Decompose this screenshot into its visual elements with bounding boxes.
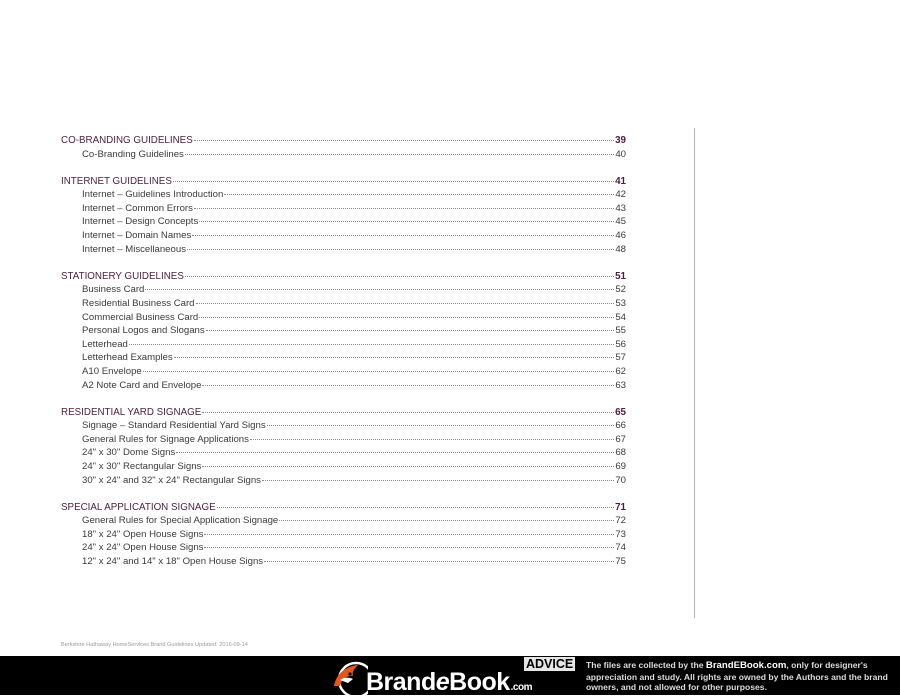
toc-section-heading[interactable] — [61, 406, 626, 420]
toc-entry-label: Commercial Business Card — [82, 311, 199, 323]
toc-entry-label: 24" x 24" Open House Signs — [82, 542, 204, 554]
toc-section-heading[interactable] — [61, 175, 626, 189]
toc-section-heading-page-number: 51 — [615, 270, 626, 282]
dot-leader — [176, 451, 614, 453]
toc-entry[interactable] — [61, 514, 626, 528]
toc-entry-page-number: 46 — [615, 230, 626, 242]
toc-section — [61, 175, 626, 257]
toc-entry-page-number: 66 — [615, 420, 626, 432]
toc-section — [61, 270, 626, 392]
toc-section — [61, 501, 626, 569]
toc-entry-page-number: 68 — [615, 447, 626, 459]
toc-entry-page-number: 40 — [615, 148, 626, 160]
toc-section-heading[interactable] — [61, 270, 626, 284]
toc-entry-label: 12" x 24" and 14" x 18" Open House Signs — [82, 556, 264, 568]
toc-entry[interactable] — [61, 351, 626, 365]
toc-entry[interactable] — [61, 365, 626, 379]
dot-leader — [202, 465, 614, 467]
toc-entry[interactable] — [61, 419, 626, 433]
toc-entry-label: General Rules for Special Application Signage — [82, 515, 279, 527]
dot-leader — [194, 207, 614, 209]
toc-section-heading-label: INTERNET GUIDELINES — [61, 175, 172, 187]
toc-entry[interactable] — [61, 311, 626, 325]
toc-entry[interactable] — [61, 202, 626, 216]
toc-entry-label: Internet – Guidelines Introduction — [82, 189, 224, 201]
dot-leader — [202, 384, 614, 386]
toc-entry[interactable] — [61, 215, 626, 229]
toc-entry-page-number: 74 — [615, 542, 626, 554]
toc-entry-page-number: 43 — [615, 202, 626, 214]
dot-leader — [262, 479, 614, 481]
dot-leader — [185, 275, 614, 277]
toc-entry-page-number: 54 — [615, 311, 626, 323]
toc-entry-label: 24" x 30" Dome Signs — [82, 447, 176, 459]
toc-section-heading-page-number: 65 — [615, 406, 626, 418]
dot-leader — [196, 302, 615, 304]
toc-entry-page-number: 57 — [615, 352, 626, 364]
toc-section-heading-page-number: 41 — [615, 175, 626, 187]
dot-leader — [224, 193, 614, 195]
toc-section — [61, 134, 626, 161]
dot-leader — [217, 506, 614, 508]
dot-leader — [194, 139, 614, 141]
toc-entry[interactable] — [61, 541, 626, 555]
toc-entry-page-number: 53 — [615, 297, 626, 309]
toc-entry-label: 18" x 24" Open House Signs — [82, 528, 204, 540]
toc-entry-page-number: 56 — [615, 338, 626, 350]
toc-entry-label: Internet – Domain Names — [82, 230, 192, 242]
toc-entry[interactable] — [61, 229, 626, 243]
dot-leader — [145, 288, 614, 290]
toc-entry-page-number: 75 — [615, 556, 626, 568]
dot-leader — [129, 343, 614, 345]
toc-entry-label: Internet – Common Errors — [82, 202, 193, 214]
table-of-contents — [61, 134, 626, 582]
toc-entry-label: Business Card — [82, 284, 145, 296]
dot-leader — [173, 180, 614, 182]
dot-leader — [279, 519, 614, 521]
dot-leader — [202, 411, 614, 413]
dot-leader — [174, 356, 615, 358]
disclaimer-text: The files are collected by the BrandEBook.com, only for designer's appreciation and study. All rights are owned by the Authors and the brand owners, and not allowed for other purposes. — [586, 660, 888, 693]
toc-entry-label: 24" x 30" Rectangular Signs — [82, 460, 202, 472]
toc-section-heading-page-number: 71 — [615, 501, 626, 513]
toc-entry-page-number: 48 — [615, 243, 626, 255]
dot-leader — [204, 546, 614, 548]
toc-entry[interactable] — [61, 324, 626, 338]
toc-entry-page-number: 72 — [615, 515, 626, 527]
toc-entry-label: Personal Logos and Slogans — [82, 325, 205, 337]
toc-entry[interactable] — [61, 474, 626, 488]
dot-leader — [267, 424, 615, 426]
toc-entry-label: Residential Business Card — [82, 297, 195, 309]
toc-entry-label: General Rules for Signage Applications — [82, 433, 249, 445]
toc-entry-page-number: 45 — [615, 216, 626, 228]
brandebook-banner — [0, 656, 900, 695]
footer-note: Berkshire Hathaway HomeServices Brand Guidelines Updated: 2016-09-14 — [61, 642, 248, 648]
toc-entry[interactable] — [61, 555, 626, 569]
toc-entry-label: Internet – Design Concepts — [82, 216, 199, 228]
toc-entry-page-number: 69 — [615, 460, 626, 472]
toc-entry-label: 30" x 24" and 32" x 24" Rectangular Signs — [82, 474, 261, 486]
toc-entry-page-number: 73 — [615, 528, 626, 540]
dot-leader — [185, 153, 614, 155]
dot-leader — [204, 533, 614, 535]
toc-entry-label: Letterhead Examples — [82, 352, 173, 364]
dot-leader — [264, 560, 614, 562]
toc-section — [61, 406, 626, 488]
toc-entry-label: A2 Note Card and Envelope — [82, 379, 202, 391]
toc-entry-page-number: 62 — [615, 365, 626, 377]
dot-leader — [187, 248, 614, 250]
dot-leader — [199, 316, 614, 318]
toc-entry[interactable] — [61, 297, 626, 311]
toc-entry[interactable] — [61, 188, 626, 202]
toc-entry[interactable] — [61, 433, 626, 447]
toc-entry-page-number: 70 — [615, 474, 626, 486]
toc-entry-label: Co-Branding Guidelines — [82, 148, 184, 160]
dot-leader — [250, 438, 614, 440]
toc-section-heading-label: RESIDENTIAL YARD SIGNAGE — [61, 406, 202, 418]
toc-entry[interactable] — [61, 148, 626, 162]
toc-entry-page-number: 52 — [615, 284, 626, 296]
advice-label: ADVICE — [526, 657, 574, 671]
toc-section-heading-label: SPECIAL APPLICATION SIGNAGE — [61, 501, 216, 513]
toc-entry[interactable] — [61, 460, 626, 474]
toc-entry[interactable] — [61, 283, 626, 297]
brandebook-wordmark: BrandeBook.com — [366, 668, 532, 696]
toc-entry-label: Signage – Standard Residential Yard Signs — [82, 420, 266, 432]
toc-section-heading-page-number: 39 — [615, 135, 626, 146]
toc-entry-page-number: 67 — [615, 433, 626, 445]
page-divider-line — [694, 128, 695, 618]
toc-entry-label: Letterhead — [82, 338, 128, 350]
dot-leader — [143, 370, 615, 372]
toc-entry-page-number: 63 — [615, 379, 626, 391]
toc-section-heading-label: CO-BRANDING GUIDELINES — [61, 135, 193, 146]
toc-entry[interactable] — [61, 528, 626, 542]
toc-entry[interactable] — [61, 379, 626, 393]
toc-section-heading[interactable] — [61, 501, 626, 515]
eagle-head-icon — [312, 656, 368, 695]
toc-entry-page-number: 55 — [615, 325, 626, 337]
dot-leader — [192, 234, 614, 236]
toc-entry-label: A10 Envelope — [82, 365, 142, 377]
toc-entry[interactable] — [61, 338, 626, 352]
toc-entry-page-number: 42 — [615, 189, 626, 201]
toc-entry[interactable] — [61, 446, 626, 460]
toc-section-heading[interactable] — [61, 134, 626, 148]
toc-entry-label: Internet – Miscellaneous — [82, 243, 186, 255]
toc-entry[interactable] — [61, 243, 626, 257]
disclaimer-brand: BrandEBook.com — [705, 660, 787, 671]
dot-leader — [199, 220, 614, 222]
toc-section-heading-label: STATIONERY GUIDELINES — [61, 270, 184, 282]
dot-leader — [206, 329, 615, 331]
